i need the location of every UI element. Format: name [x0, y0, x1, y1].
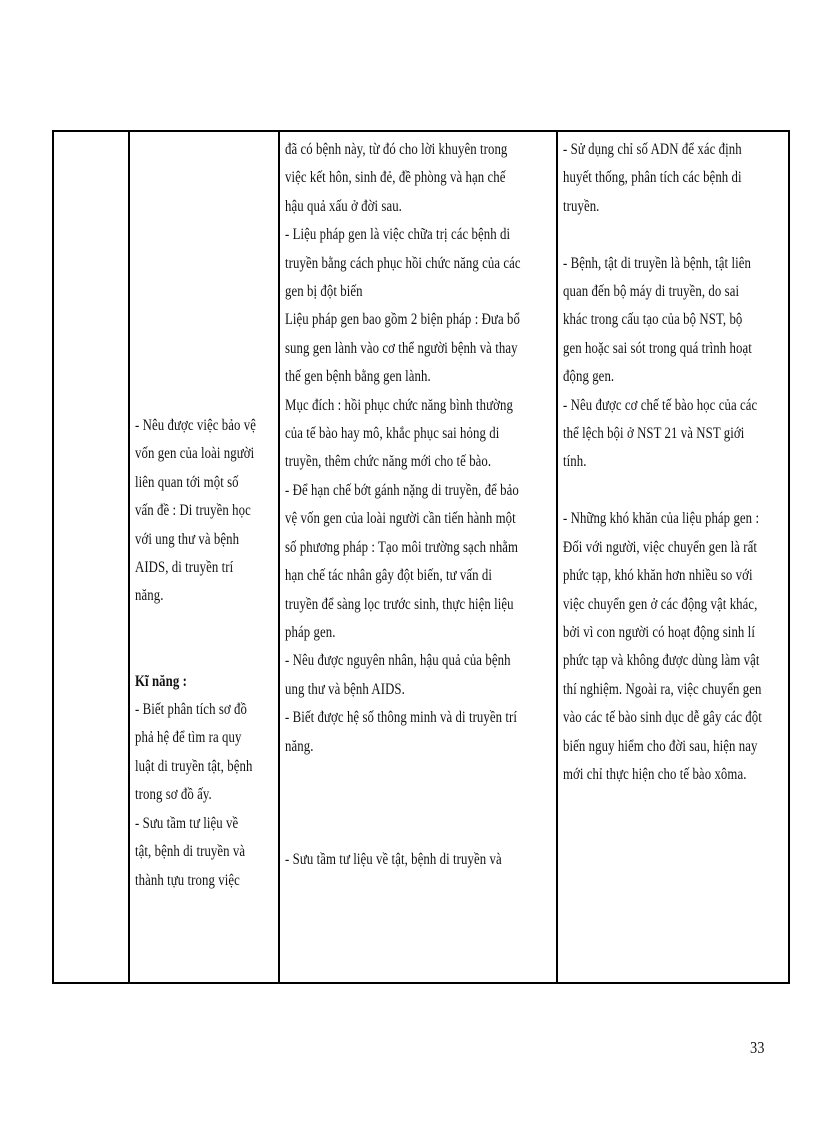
text-line: [285, 789, 502, 817]
text-line: liên quan tới một số: [135, 473, 239, 491]
text-line: luật di truyền tật, bệnh: [135, 757, 253, 775]
text-line: việc chuyển gen ở các động vật khác,: [563, 595, 758, 613]
text-line: quan đến bộ máy di truyền, do sai: [563, 283, 740, 301]
text-line: huyết thống, phân tích các bệnh di: [563, 169, 742, 187]
text-line: Liệu pháp gen bao gồm 2 biện pháp : Đưa bổ: [285, 311, 520, 329]
page-number: 33: [750, 1038, 765, 1057]
text-line: gen bị đột biến: [285, 283, 363, 301]
text-line: - Bệnh, tật di truyền là bệnh, tật liên: [563, 254, 751, 272]
text-line: Kĩ năng :: [135, 672, 187, 690]
text-line: - Để hạn chế bớt gánh nặng di truyền, để bảo: [285, 481, 519, 499]
text-line: pháp gen.: [285, 623, 336, 641]
text-line: phả hệ để tìm ra quy: [135, 729, 242, 747]
text-line: [563, 221, 745, 249]
text-line: hạn chế tác nhân gây đột biến, tư vấn di: [285, 567, 493, 585]
text-line: truyền để sàng lọc trước sinh, thực hiện liệu: [285, 595, 514, 613]
text-line: việc kết hôn, sinh đẻ, đề phòng và hạn chế: [285, 169, 506, 187]
text-line: AIDS, di truyền trí: [135, 559, 234, 577]
text-line: của tế bào hay mô, khắc phục sai hỏng di: [285, 425, 500, 443]
text-line: - Liệu pháp gen là việc chữa trị các bệnh di: [285, 226, 511, 244]
text-line: Đối với người, việc chuyển gen là rất: [563, 538, 758, 556]
text-line: thể lệch bội ở NST 21 và NST giới: [563, 425, 745, 443]
text-line: biến nguy hiểm cho đời sau, hiện nay: [563, 737, 758, 755]
text-line: truyền.: [563, 197, 600, 215]
text-line: ung thư và bệnh AIDS.: [285, 680, 405, 698]
text-line: - Sưu tầm tư liệu về: [135, 814, 239, 832]
text-line: thí nghiệm. Ngoài ra, việc chuyển gen: [563, 680, 762, 698]
text-line: Mục đích : hồi phục chức năng bình thường: [285, 396, 513, 414]
text-line: đã có bệnh này, từ đó cho lời khuyên trong: [285, 141, 508, 158]
text-line: truyền, thêm chức năng mới cho tế bào.: [285, 453, 492, 471]
text-line: bởi vì con người có hoạt động sinh lí: [563, 623, 755, 641]
table-cell-content: [280, 132, 556, 982]
text-line: sung gen lành vào cơ thể người bệnh và thay: [285, 339, 518, 357]
text-line: mới chỉ thực hiện cho tế bào xôma.: [563, 765, 747, 783]
text-line: [135, 611, 249, 639]
text-line: - Biết được hệ số thông minh và di truyền trí: [285, 709, 518, 727]
text-line: [285, 761, 502, 789]
text-line: khác trong cấu tạo của bộ NST, bộ: [563, 311, 743, 329]
text-line: gen hoặc sai sót trong quá trình hoạt: [563, 339, 752, 357]
text-line: phức tạp và không được dùng làm vật: [563, 652, 760, 670]
text-line: - Sử dụng chỉ số ADN để xác định: [563, 141, 742, 158]
text-line: vệ vốn gen của loài người cần tiến hành một: [285, 510, 516, 528]
text-line: số phương pháp : Tạo môi trường sạch nhằm: [285, 538, 519, 556]
text-line: [135, 639, 249, 667]
text-line: - Nêu được việc bảo vệ: [135, 417, 257, 434]
text-line: thành tựu trong việc: [135, 871, 240, 889]
text-line: tật, bệnh di truyền và: [135, 843, 246, 861]
text-line: phức tạp, khó khăn hơn nhiều so với: [563, 567, 753, 585]
content-table: [52, 130, 790, 984]
text-line: [563, 477, 745, 505]
table-cell-notes: [558, 132, 790, 982]
text-line: thế gen bệnh bằng gen lành.: [285, 368, 431, 386]
text-line: - Những khó khăn của liệu pháp gen :: [563, 510, 760, 528]
text-line: vốn gen của loài người: [135, 445, 255, 463]
text-line: truyền bằng cách phục hồi chức năng của các: [285, 254, 521, 272]
text-line: hậu quả xấu ở đời sau.: [285, 197, 402, 215]
text-line: tính.: [563, 453, 587, 471]
text-line: - Biết phân tích sơ đồ: [135, 701, 247, 719]
table-cell-objectives: [130, 132, 278, 982]
text-line: - Sưu tầm tư liệu về tật, bệnh di truyền và: [285, 851, 502, 869]
text-line: năng.: [285, 737, 314, 755]
text-line: - Nêu được cơ chế tế bào học của các: [563, 396, 758, 414]
text-line: trong sơ đồ ấy.: [135, 786, 212, 804]
text-line: năng.: [135, 587, 164, 605]
text-line: vào các tế bào sinh dục dễ gây các đột: [563, 709, 762, 727]
text-line: - Nêu được nguyên nhân, hậu quả của bệnh: [285, 652, 511, 670]
text-line: động gen.: [563, 368, 615, 386]
text-line: [285, 818, 502, 846]
text-line: với ung thư và bệnh: [135, 530, 240, 548]
text-line: vấn đề : Di truyền học: [135, 502, 251, 520]
